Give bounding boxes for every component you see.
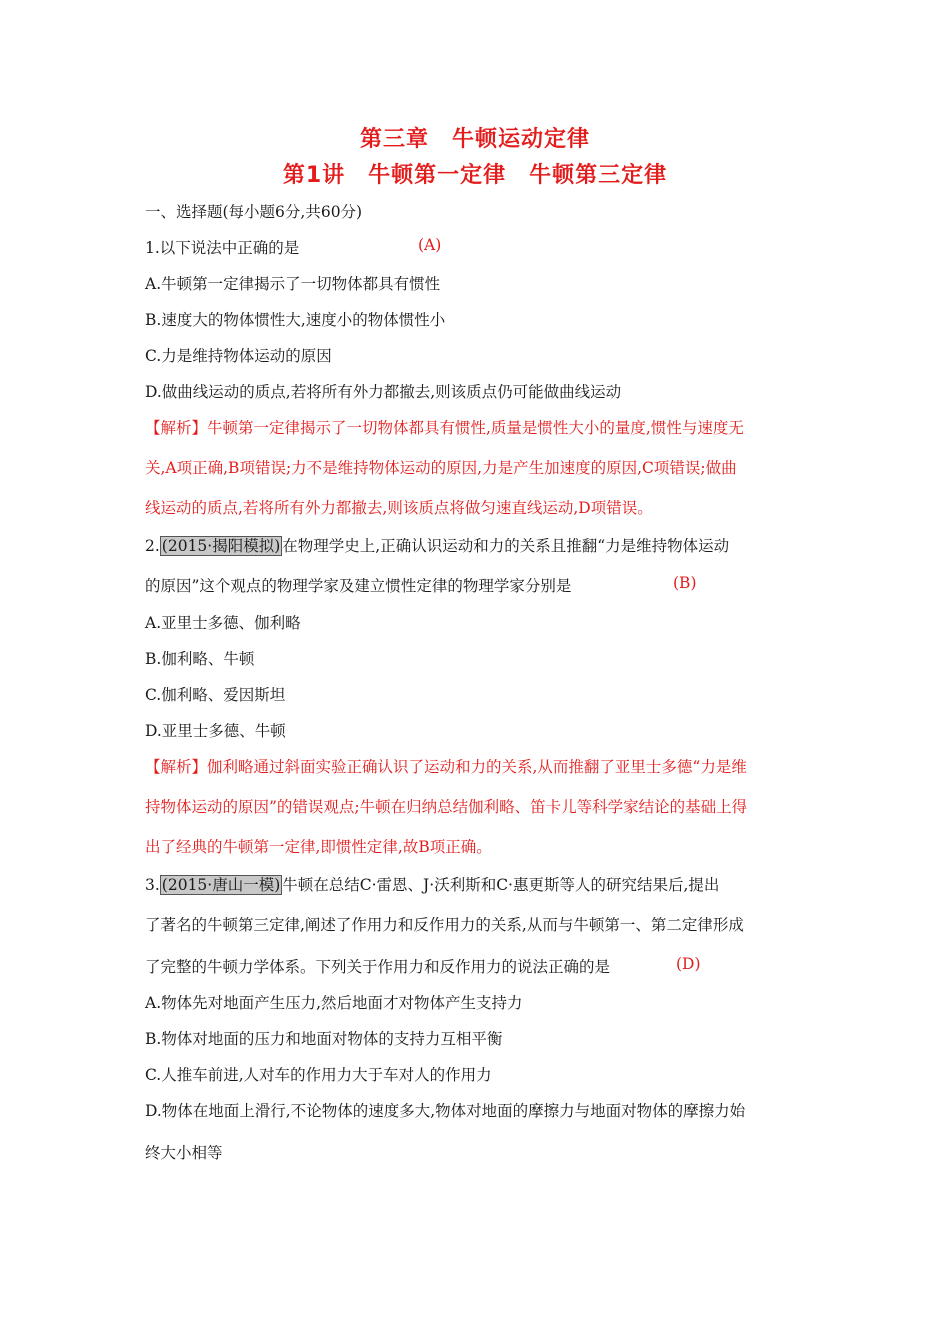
question-3-stem-line2: 了著名的牛顿第三定律,阐述了作用力和反作用力的关系,从而与牛顿第一、第二定律形成 — [145, 916, 744, 934]
question-2-source-tag: (2015·揭阳模拟) — [161, 537, 281, 555]
question-3-option-d: D.物体在地面上滑行,不论物体的速度多大,物体对地面的摩擦力与地面对物体的摩擦力始 — [145, 1102, 746, 1120]
question-3-source-tag: (2015·唐山一模) — [161, 876, 281, 894]
question-1-analysis-line: 【解析】牛顿第一定律揭示了一切物体都具有惯性,质量是惯性大小的量度,惯性与速度无 — [145, 419, 744, 437]
question-1-answer: (A) — [418, 236, 442, 254]
question-2-answer: (B) — [673, 574, 697, 592]
question-2-analysis-line: 持物体运动的原因”的错误观点;牛顿在归纳总结伽利略、笛卡儿等科学家结论的基础上得 — [145, 798, 748, 816]
lesson-title: 第1讲 牛顿第一定律 牛顿第三定律 — [282, 163, 668, 188]
question-2-stem-line2: 的原因”这个观点的物理学家及建立惯性定律的物理学家分别是 — [145, 577, 572, 595]
question-2-option-c: C.伽利略、爱因斯坦 — [145, 686, 286, 704]
question-3-option-d-continued: 终大小相等 — [145, 1144, 223, 1162]
question-1-option-d: D.做曲线运动的质点,若将所有外力都撤去,则该质点仍可能做曲线运动 — [145, 383, 622, 401]
question-1-analysis-line: 线运动的质点,若将所有外力都撤去,则该质点将做匀速直线运动,D项错误。 — [145, 499, 653, 517]
question-1-option-a: A.牛顿第一定律揭示了一切物体都具有惯性 — [145, 275, 441, 293]
question-3-option-c: C.人推车前进,人对车的作用力大于车对人的作用力 — [145, 1066, 492, 1084]
question-1-option-c: C.力是维持物体运动的原因 — [145, 347, 332, 365]
question-2-stem-text: 在物理学史上,正确认识运动和力的关系且推翻“力是维持物体运动 — [282, 537, 730, 555]
question-3-option-b: B.物体对地面的压力和地面对物体的支持力互相平衡 — [145, 1030, 503, 1048]
question-2-analysis-line: 【解析】伽利略通过斜面实验正确认识了运动和力的关系,从而推翻了亚里士多德“力是维 — [145, 758, 747, 776]
question-3-stem — [145, 873, 719, 895]
question-3-option-a: A.物体先对地面产生压力,然后地面才对物体产生支持力 — [145, 994, 523, 1012]
chapter-title: 第三章 牛顿运动定律 — [359, 127, 590, 152]
question-2-option-b: B.伽利略、牛顿 — [145, 650, 255, 668]
question-2-number: 2. — [145, 537, 160, 555]
question-3-answer: (D) — [676, 955, 701, 973]
question-2-option-d: D.亚里士多德、牛顿 — [145, 722, 286, 740]
question-1-option-b: B.速度大的物体惯性大,速度小的物体惯性小 — [145, 311, 446, 329]
question-1-analysis-line: 关,A项正确,B项错误;力不是维持物体运动的原因,力是产生加速度的原因,C项错误;做曲 — [145, 459, 737, 477]
question-3-stem-line3: 了完整的牛顿力学体系。下列关于作用力和反作用力的说法正确的是 — [145, 958, 611, 976]
question-2-stem — [145, 534, 729, 556]
question-2-analysis-line: 出了经典的牛顿第一定律,即惯性定律,故B项正确。 — [145, 838, 492, 856]
question-2-option-a: A.亚里士多德、伽利略 — [145, 614, 301, 632]
question-3-number: 3. — [145, 876, 160, 894]
question-3-stem-text: 牛顿在总结C·雷恩、J·沃利斯和C·惠更斯等人的研究结果后,提出 — [282, 876, 720, 894]
question-1-stem: 1.以下说法中正确的是 — [145, 239, 300, 257]
section-heading: 一、选择题(每小题6分,共60分) — [145, 203, 363, 221]
